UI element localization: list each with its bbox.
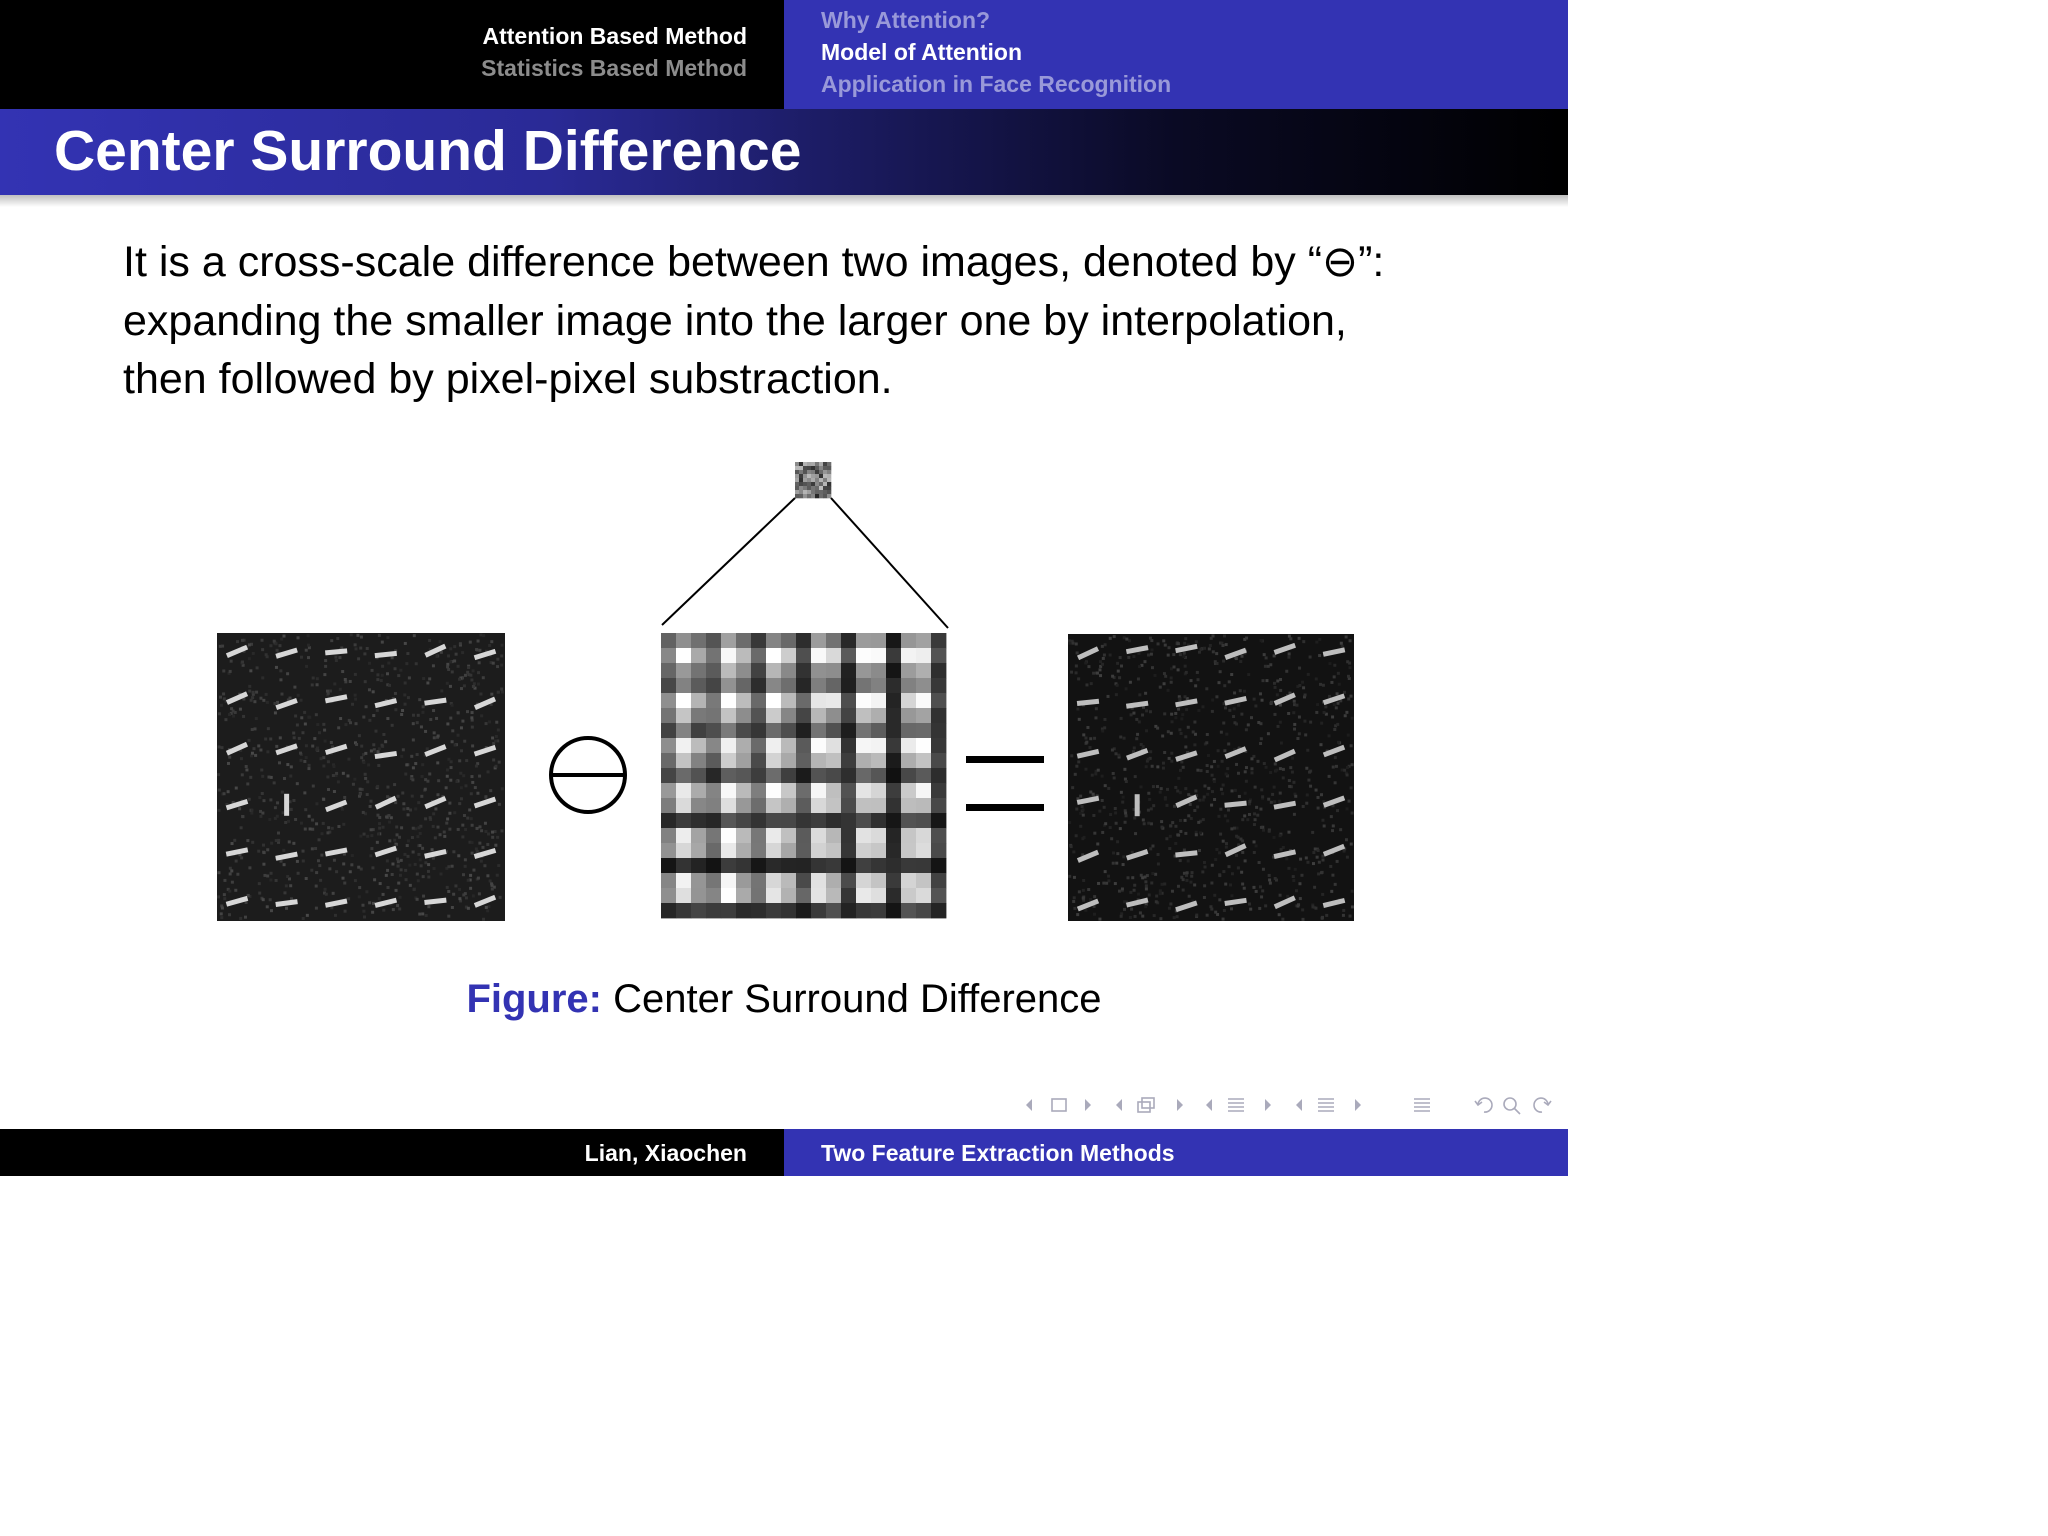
caption-text: Center Surround Difference bbox=[613, 977, 1102, 1021]
expand-line-left bbox=[662, 498, 795, 625]
subsection-link-face-recognition[interactable]: Application in Face Recognition bbox=[821, 71, 1172, 97]
small-image bbox=[795, 462, 831, 498]
center-image bbox=[217, 633, 505, 921]
equals-operator-icon bbox=[966, 756, 1044, 811]
doc-prev-icon[interactable] bbox=[1296, 1099, 1302, 1111]
subsection-next-icon[interactable] bbox=[1177, 1099, 1183, 1111]
section-icon[interactable] bbox=[1228, 1099, 1244, 1111]
subsection-icon[interactable] bbox=[1138, 1098, 1154, 1112]
frame-prev-icon[interactable] bbox=[1026, 1099, 1032, 1111]
search-icon[interactable] bbox=[1504, 1098, 1520, 1114]
beamer-navigation bbox=[1020, 1092, 1560, 1118]
surround-image bbox=[661, 633, 946, 918]
body-line: It is a cross-scale difference between two images, denoted by “⊖”: bbox=[123, 238, 1385, 286]
difference-image bbox=[1068, 634, 1354, 921]
expand-line-right bbox=[831, 498, 948, 628]
doc-next-icon[interactable] bbox=[1355, 1099, 1361, 1111]
footer-title: Two Feature Extraction Methods bbox=[821, 1140, 1175, 1166]
section-link-attention[interactable]: Attention Based Method bbox=[482, 23, 747, 49]
subsection-nav bbox=[784, 0, 1568, 109]
slide-title: Center Surround Difference bbox=[54, 119, 802, 183]
footer-left bbox=[0, 1129, 784, 1176]
section-nav bbox=[0, 0, 784, 109]
figure bbox=[0, 440, 1568, 960]
appendix-icon[interactable] bbox=[1414, 1099, 1430, 1111]
figure-caption bbox=[0, 977, 1568, 1022]
footer-author: Lian, Xiaochen bbox=[584, 1140, 747, 1166]
section-link-statistics[interactable]: Statistics Based Method bbox=[481, 55, 747, 81]
frame-icon[interactable] bbox=[1052, 1099, 1066, 1111]
subsection-link-model-of-attention[interactable]: Model of Attention bbox=[821, 39, 1022, 65]
redo-icon[interactable] bbox=[1534, 1098, 1551, 1112]
caption-label: Figure: bbox=[466, 977, 602, 1021]
minus-operator-icon bbox=[551, 738, 625, 812]
footer-bar bbox=[0, 1129, 1568, 1176]
doc-icon[interactable] bbox=[1318, 1099, 1334, 1111]
subsection-link-why-attention[interactable]: Why Attention? bbox=[821, 7, 991, 33]
header-bar bbox=[0, 0, 1568, 109]
subsection-prev-icon[interactable] bbox=[1116, 1099, 1122, 1111]
frame-next-icon[interactable] bbox=[1085, 1099, 1091, 1111]
section-prev-icon[interactable] bbox=[1206, 1099, 1212, 1111]
section-next-icon[interactable] bbox=[1265, 1099, 1271, 1111]
slide-body bbox=[123, 233, 1463, 409]
footer-right bbox=[784, 1129, 1568, 1176]
body-line: expanding the smaller image into the larger one by interpolation, bbox=[123, 296, 1347, 345]
figure-diagram bbox=[0, 440, 1568, 960]
undo-icon[interactable] bbox=[1475, 1098, 1492, 1112]
body-line: then followed by pixel-pixel substraction. bbox=[123, 355, 893, 403]
